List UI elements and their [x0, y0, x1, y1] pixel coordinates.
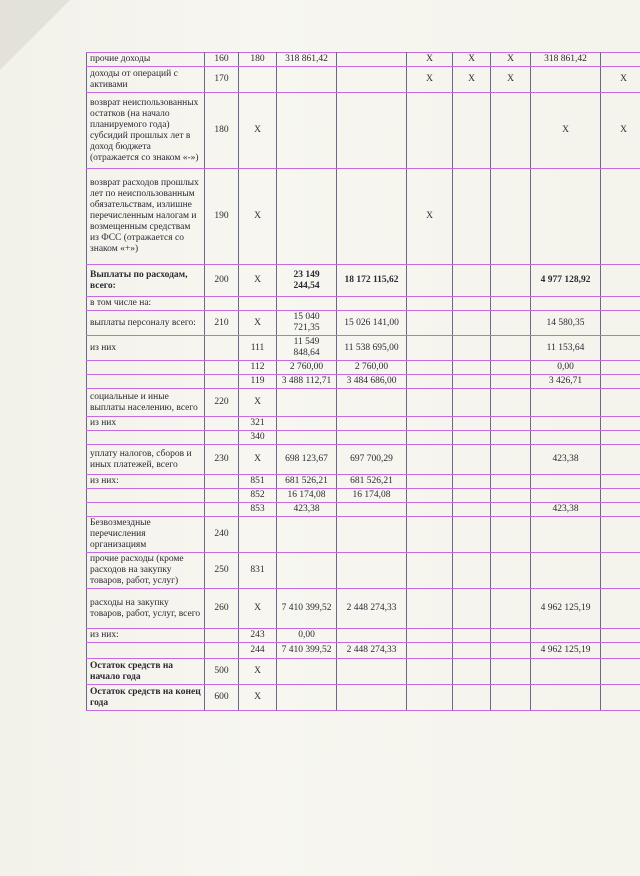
table-row: [87, 685, 640, 711]
cell-c6: [601, 297, 640, 311]
cell-name: из них: [87, 336, 205, 361]
cell-c4: [491, 503, 531, 517]
cell-c6: [601, 361, 640, 375]
cell-kbk: 111: [239, 336, 277, 361]
cell-kbk: Х: [239, 169, 277, 265]
cell-code: 230: [205, 445, 239, 475]
cell-c6: [601, 629, 640, 643]
cell-kbk: [239, 517, 277, 553]
cell-kbk: Х: [239, 265, 277, 297]
cell-kbk: Х: [239, 685, 277, 711]
cell-name: доходы от операций с активами: [87, 67, 205, 93]
cell-c3: [453, 169, 491, 265]
cell-total: 3 488 112,71: [277, 375, 337, 389]
cell-c6: [601, 503, 640, 517]
cell-c1: [337, 517, 407, 553]
cell-c4: [491, 93, 531, 169]
cell-c3: [453, 659, 491, 685]
cell-c2: [407, 629, 453, 643]
cell-c3: [453, 475, 491, 489]
cell-c1: 3 484 686,00: [337, 375, 407, 389]
cell-c4: [491, 475, 531, 489]
table-row: [87, 589, 640, 629]
cell-code: 500: [205, 659, 239, 685]
cell-kbk: [239, 67, 277, 93]
cell-c6: [601, 659, 640, 685]
cell-code: [205, 431, 239, 445]
cell-c6: [601, 489, 640, 503]
cell-code: 190: [205, 169, 239, 265]
cell-c4: [491, 265, 531, 297]
cell-c2: [407, 431, 453, 445]
table-row: [87, 53, 640, 67]
cell-c4: [491, 169, 531, 265]
cell-c4: [491, 629, 531, 643]
cell-c5: [531, 489, 601, 503]
cell-c2: [407, 445, 453, 475]
cell-total: [277, 553, 337, 589]
cell-name: возврат расходов прошлых лет по неиспользованным обязательствам, излишне перечисленным налогам и возмещенным средствам из ФСС (отражается со знаком «+»): [87, 169, 205, 265]
cell-c4: [491, 389, 531, 417]
cell-c6: [601, 475, 640, 489]
cell-c5: [531, 553, 601, 589]
cell-c4: [491, 643, 531, 659]
cell-c1: 18 172 115,62: [337, 265, 407, 297]
table-row: [87, 361, 640, 375]
cell-kbk: 853: [239, 503, 277, 517]
cell-kbk: 180: [239, 53, 277, 67]
cell-code: 180: [205, 93, 239, 169]
cell-c1: [337, 431, 407, 445]
cell-c4: [491, 445, 531, 475]
cell-code: [205, 417, 239, 431]
cell-code: 220: [205, 389, 239, 417]
cell-name: [87, 361, 205, 375]
cell-c6: [601, 265, 640, 297]
cell-total: [277, 297, 337, 311]
cell-c1: 2 448 274,33: [337, 589, 407, 629]
cell-c1: 11 538 695,00: [337, 336, 407, 361]
cell-code: [205, 503, 239, 517]
cell-name: Остаток средств на конец года: [87, 685, 205, 711]
cell-c3: Х: [453, 53, 491, 67]
cell-c3: [453, 685, 491, 711]
table-row: [87, 375, 640, 389]
cell-c1: [337, 685, 407, 711]
cell-c2: Х: [407, 53, 453, 67]
table-row: [87, 169, 640, 265]
cell-c1: [337, 53, 407, 67]
cell-c5: 0,00: [531, 361, 601, 375]
cell-c5: [531, 517, 601, 553]
cell-kbk: 831: [239, 553, 277, 589]
cell-c2: [407, 336, 453, 361]
cell-total: 7 410 399,52: [277, 589, 337, 629]
cell-c5: 11 153,64: [531, 336, 601, 361]
cell-c6: [601, 336, 640, 361]
cell-c2: [407, 685, 453, 711]
table-row: [87, 445, 640, 475]
cell-c4: [491, 659, 531, 685]
cell-c3: [453, 589, 491, 629]
table-row: [87, 417, 640, 431]
cell-c1: [337, 503, 407, 517]
cell-name: уплату налогов, сборов и иных платежей, всего: [87, 445, 205, 475]
cell-c4: [491, 489, 531, 503]
cell-c3: [453, 503, 491, 517]
cell-c6: [601, 169, 640, 265]
cell-c3: [453, 431, 491, 445]
cell-c4: [491, 517, 531, 553]
cell-c1: [337, 553, 407, 589]
table-row: [87, 389, 640, 417]
cell-c5: [531, 659, 601, 685]
cell-code: [205, 375, 239, 389]
cell-c6: Х: [601, 67, 640, 93]
cell-c6: [601, 589, 640, 629]
cell-c1: 681 526,21: [337, 475, 407, 489]
cell-c4: [491, 336, 531, 361]
cell-c4: [491, 361, 531, 375]
cell-kbk: Х: [239, 445, 277, 475]
cell-total: [277, 93, 337, 169]
cell-c4: [491, 375, 531, 389]
cell-c3: [453, 629, 491, 643]
cell-c4: [491, 417, 531, 431]
cell-c3: [453, 517, 491, 553]
cell-c6: [601, 53, 640, 67]
cell-c3: [453, 417, 491, 431]
cell-c5: 4 977 128,92: [531, 265, 601, 297]
cell-c2: [407, 265, 453, 297]
cell-c5: 423,38: [531, 445, 601, 475]
cell-c6: Х: [601, 93, 640, 169]
cell-code: [205, 489, 239, 503]
cell-total: [277, 659, 337, 685]
cell-c2: Х: [407, 67, 453, 93]
cell-c5: [531, 297, 601, 311]
cell-name: [87, 375, 205, 389]
cell-c5: [531, 169, 601, 265]
cell-c4: [491, 431, 531, 445]
cell-c4: [491, 589, 531, 629]
cell-c5: 4 962 125,19: [531, 589, 601, 629]
cell-c4: [491, 685, 531, 711]
cell-c2: [407, 553, 453, 589]
table-row: [87, 629, 640, 643]
cell-code: 160: [205, 53, 239, 67]
table-row: [87, 489, 640, 503]
cell-total: 16 174,08: [277, 489, 337, 503]
cell-c6: [601, 445, 640, 475]
cell-code: [205, 643, 239, 659]
cell-kbk: 851: [239, 475, 277, 489]
cell-c3: [453, 553, 491, 589]
cell-name: Безвозмездные перечисления организациям: [87, 517, 205, 553]
cell-c2: [407, 643, 453, 659]
cell-name: [87, 489, 205, 503]
cell-total: [277, 417, 337, 431]
cell-code: [205, 629, 239, 643]
cell-c3: [453, 389, 491, 417]
cell-total: 681 526,21: [277, 475, 337, 489]
cell-c2: [407, 297, 453, 311]
cell-c5: [531, 431, 601, 445]
cell-name: Выплаты по расходам, всего:: [87, 265, 205, 297]
cell-c3: [453, 93, 491, 169]
cell-kbk: 243: [239, 629, 277, 643]
financial-plan-table: [86, 52, 640, 711]
cell-total: [277, 389, 337, 417]
cell-c5: [531, 629, 601, 643]
cell-c6: [601, 375, 640, 389]
cell-name: расходы на закупку товаров, работ, услуг, всего: [87, 589, 205, 629]
cell-c1: [337, 169, 407, 265]
table-row: [87, 336, 640, 361]
cell-c1: [337, 67, 407, 93]
cell-code: [205, 336, 239, 361]
cell-c1: [337, 93, 407, 169]
cell-c6: [601, 517, 640, 553]
cell-c3: [453, 297, 491, 311]
cell-name: [87, 431, 205, 445]
cell-c2: [407, 311, 453, 336]
table-row: [87, 517, 640, 553]
cell-c2: [407, 389, 453, 417]
cell-c4: Х: [491, 67, 531, 93]
cell-c1: 15 026 141,00: [337, 311, 407, 336]
cell-c2: [407, 659, 453, 685]
cell-kbk: 321: [239, 417, 277, 431]
cell-total: 318 861,42: [277, 53, 337, 67]
cell-c5: [531, 417, 601, 431]
cell-kbk: Х: [239, 93, 277, 169]
cell-c5: [531, 685, 601, 711]
cell-kbk: Х: [239, 659, 277, 685]
cell-kbk: 244: [239, 643, 277, 659]
cell-c2: [407, 93, 453, 169]
cell-name: социальные и иные выплаты населению, всего: [87, 389, 205, 417]
page-corner-shadow: [0, 0, 70, 70]
cell-c5: Х: [531, 93, 601, 169]
cell-c1: [337, 417, 407, 431]
cell-total: [277, 431, 337, 445]
cell-c3: Х: [453, 67, 491, 93]
cell-total: 15 040 721,35: [277, 311, 337, 336]
cell-kbk: Х: [239, 589, 277, 629]
cell-c6: [601, 389, 640, 417]
cell-c3: [453, 361, 491, 375]
cell-code: 170: [205, 67, 239, 93]
cell-c2: [407, 517, 453, 553]
cell-c2: [407, 417, 453, 431]
cell-name: выплаты персоналу всего:: [87, 311, 205, 336]
cell-kbk: Х: [239, 389, 277, 417]
cell-c1: 697 700,29: [337, 445, 407, 475]
cell-total: 7 410 399,52: [277, 643, 337, 659]
cell-total: [277, 685, 337, 711]
table-row: [87, 265, 640, 297]
cell-c2: [407, 489, 453, 503]
cell-c3: [453, 336, 491, 361]
cell-c2: [407, 589, 453, 629]
cell-code: 250: [205, 553, 239, 589]
cell-c5: 3 426,71: [531, 375, 601, 389]
cell-c2: [407, 503, 453, 517]
cell-c1: [337, 659, 407, 685]
table-row: [87, 431, 640, 445]
cell-kbk: Х: [239, 311, 277, 336]
cell-kbk: 852: [239, 489, 277, 503]
cell-kbk: [239, 297, 277, 311]
cell-total: 23 149 244,54: [277, 265, 337, 297]
cell-name: из них: [87, 417, 205, 431]
cell-c6: [601, 431, 640, 445]
cell-name: Остаток средств на начало года: [87, 659, 205, 685]
cell-c4: [491, 311, 531, 336]
cell-total: [277, 517, 337, 553]
cell-name: возврат неиспользованных остатков (на начало планируемого года) субсидий прошлых лет в доход бюджета (отражается со знаком «-»): [87, 93, 205, 169]
table-row: [87, 311, 640, 336]
cell-code: 260: [205, 589, 239, 629]
table-row: [87, 297, 640, 311]
cell-name: в том числе на:: [87, 297, 205, 311]
cell-c3: [453, 311, 491, 336]
table-row: [87, 643, 640, 659]
cell-c3: [453, 375, 491, 389]
table-row: [87, 659, 640, 685]
cell-total: [277, 169, 337, 265]
cell-c4: [491, 297, 531, 311]
cell-total: 423,38: [277, 503, 337, 517]
table-row: [87, 93, 640, 169]
cell-total: 698 123,67: [277, 445, 337, 475]
cell-name: [87, 643, 205, 659]
cell-name: прочие доходы: [87, 53, 205, 67]
cell-c2: Х: [407, 169, 453, 265]
cell-total: 0,00: [277, 629, 337, 643]
table-row: [87, 503, 640, 517]
cell-kbk: 112: [239, 361, 277, 375]
cell-total: [277, 67, 337, 93]
cell-name: из них:: [87, 629, 205, 643]
cell-code: [205, 297, 239, 311]
table-body: [87, 53, 640, 711]
cell-c6: [601, 311, 640, 336]
cell-c6: [601, 685, 640, 711]
cell-code: 240: [205, 517, 239, 553]
cell-c2: [407, 475, 453, 489]
cell-code: [205, 475, 239, 489]
cell-code: 600: [205, 685, 239, 711]
cell-name: [87, 503, 205, 517]
cell-c5: [531, 475, 601, 489]
table-row: [87, 67, 640, 93]
cell-c5: 4 962 125,19: [531, 643, 601, 659]
cell-total: 11 549 848,64: [277, 336, 337, 361]
cell-total: 2 760,00: [277, 361, 337, 375]
cell-c2: [407, 375, 453, 389]
cell-c2: [407, 361, 453, 375]
cell-c4: [491, 553, 531, 589]
cell-kbk: 119: [239, 375, 277, 389]
cell-code: 200: [205, 265, 239, 297]
cell-name: из них:: [87, 475, 205, 489]
cell-code: [205, 361, 239, 375]
cell-c1: [337, 389, 407, 417]
cell-c6: [601, 643, 640, 659]
cell-c5: 423,38: [531, 503, 601, 517]
cell-c1: 2 760,00: [337, 361, 407, 375]
cell-c3: [453, 445, 491, 475]
cell-c4: Х: [491, 53, 531, 67]
cell-c3: [453, 489, 491, 503]
cell-c1: 16 174,08: [337, 489, 407, 503]
cell-code: 210: [205, 311, 239, 336]
cell-c5: 14 580,35: [531, 311, 601, 336]
cell-c5: 318 861,42: [531, 53, 601, 67]
cell-name: прочие расходы (кроме расходов на закупку товаров, работ, услуг): [87, 553, 205, 589]
table-row: [87, 475, 640, 489]
cell-c3: [453, 643, 491, 659]
cell-c5: [531, 389, 601, 417]
cell-c5: [531, 67, 601, 93]
cell-c1: 2 448 274,33: [337, 643, 407, 659]
cell-kbk: 340: [239, 431, 277, 445]
cell-c6: [601, 417, 640, 431]
table-row: [87, 553, 640, 589]
cell-c1: [337, 297, 407, 311]
cell-c6: [601, 553, 640, 589]
cell-c3: [453, 265, 491, 297]
cell-c1: [337, 629, 407, 643]
